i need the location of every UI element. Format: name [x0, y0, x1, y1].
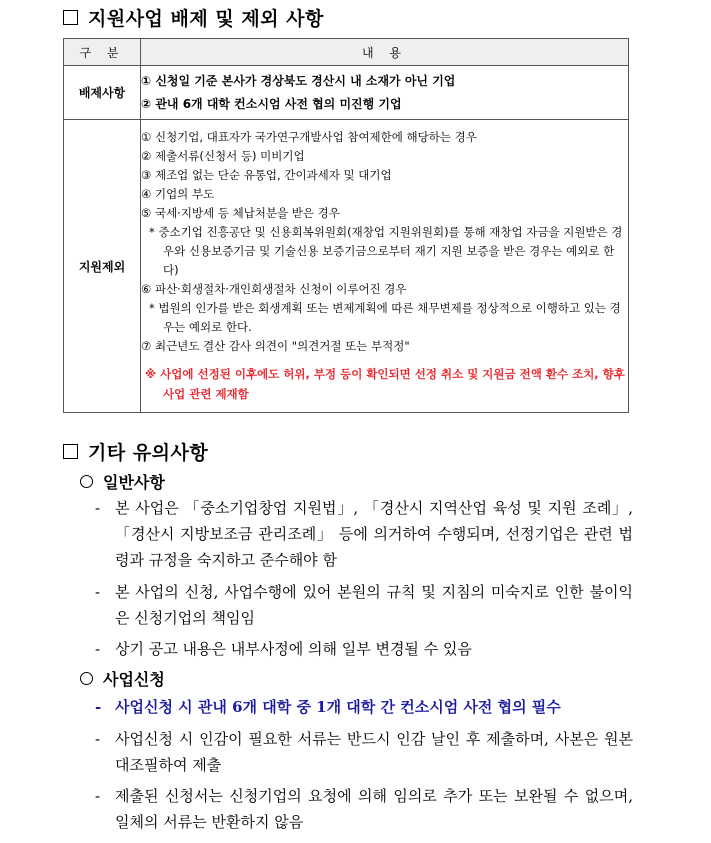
- ineligible-item: ④ 기업의 부도: [141, 187, 215, 201]
- warning-note: ※ 사업에 선정된 이후에도 허위, 부정 등이 확인되면 선정 취소 및 지원금 전액 환수 조치, 향후 사업 관련 제재함: [145, 367, 625, 401]
- header-category: 구 분: [64, 39, 141, 66]
- ineligible-item: ⑤ 국세·지방세 등 체납처분을 받은 경우: [141, 206, 340, 220]
- header-content: 내 용: [141, 39, 629, 66]
- circle-bullet-icon: [80, 475, 93, 488]
- subheading-application: 사업신청: [80, 667, 165, 690]
- exclusion-item: ② 관내 6개 대학 컨소시엄 사전 협의 미진행 기업: [141, 97, 402, 111]
- application-item: - 사업신청 시 인감이 필요한 서류는 반드시 인감 날인 후 제출하며, 사본은 원본대조필하여 제출: [95, 730, 633, 774]
- subheading-general: 일반사항: [80, 470, 165, 493]
- ineligible-item: ② 제출서류(신청서 등) 미비기업: [141, 149, 305, 163]
- ineligible-item: ③ 제조업 없는 단순 유통업, 간이과세자 및 대기업: [141, 168, 392, 182]
- application-item-required: - 사업신청 시 관내 6개 대학 중 1개 대학 간 컨소시엄 사전 협의 필수: [95, 698, 561, 716]
- circle-bullet-icon: [80, 672, 93, 685]
- exclusion-table: [63, 38, 629, 413]
- checkbox-square-icon: [63, 444, 78, 459]
- section-title-exclusions: 지원사업 배제 및 제외 사항: [63, 4, 324, 31]
- row-content-exclusion: [141, 66, 629, 120]
- table-header-row: [64, 39, 629, 66]
- ineligible-item: ① 신청기업, 대표자가 국가연구개발사업 참여제한에 해당하는 경우: [141, 130, 477, 144]
- exclusion-item: ① 신청일 기준 본사가 경상북도 경산시 내 소재가 아닌 기업: [141, 74, 456, 88]
- table-row-exclusion: [64, 66, 629, 120]
- ineligible-note: * 중소기업 진흥공단 및 신용회복위원회(재창업 지원위원회)를 통해 재창업 자금을 지원받은 경우와 신용보증기금 및 기술신용 보증기금으로부터 재기 지원 보증을 받은 경우는 예외로 한다): [149, 225, 623, 277]
- ineligible-note: * 법원의 인가를 받은 회생계획 또는 변제계획에 따른 채무변제를 정상적으로 이행하고 있는 경우는 예외로 한다.: [149, 301, 621, 334]
- application-item: - 제출된 신청서는 신청기업의 요청에 의해 임의로 추가 또는 보완될 수 없으며, 일체의 서류는 반환하지 않음: [95, 787, 633, 831]
- row-content-ineligible: [141, 120, 629, 413]
- checkbox-square-icon: [63, 10, 78, 25]
- ineligible-item: ⑥ 파산·회생절차·개인회생절차 신청이 이루어진 경우: [141, 282, 407, 296]
- general-item: - 본 사업의 신청, 사업수행에 있어 본원의 규칙 및 지침의 미숙지로 인한 불이익은 신청기업의 책임임: [95, 583, 633, 627]
- table-row-ineligible: [64, 120, 629, 413]
- general-item: - 상기 공고 내용은 내부사정에 의해 일부 변경될 수 있음: [95, 640, 472, 658]
- row-label-ineligible: 지원제외: [64, 120, 141, 413]
- general-item: - 본 사업은 「중소기업창업 지원법」, 「경산시 지역산업 육성 및 지원 조례」, 「경산시 지방보조금 관리조례」 등에 의거하여 수행되며, 선정기업은 관련 법령과 규정을 숙지하고 준수해야 함: [95, 499, 633, 569]
- section-title-notes: 기타 유의사항: [63, 438, 208, 465]
- row-label-exclusion: 배제사항: [64, 66, 141, 120]
- ineligible-item: ⑦ 최근년도 결산 감사 의견이 "의견거절 또는 부적정": [141, 339, 410, 353]
